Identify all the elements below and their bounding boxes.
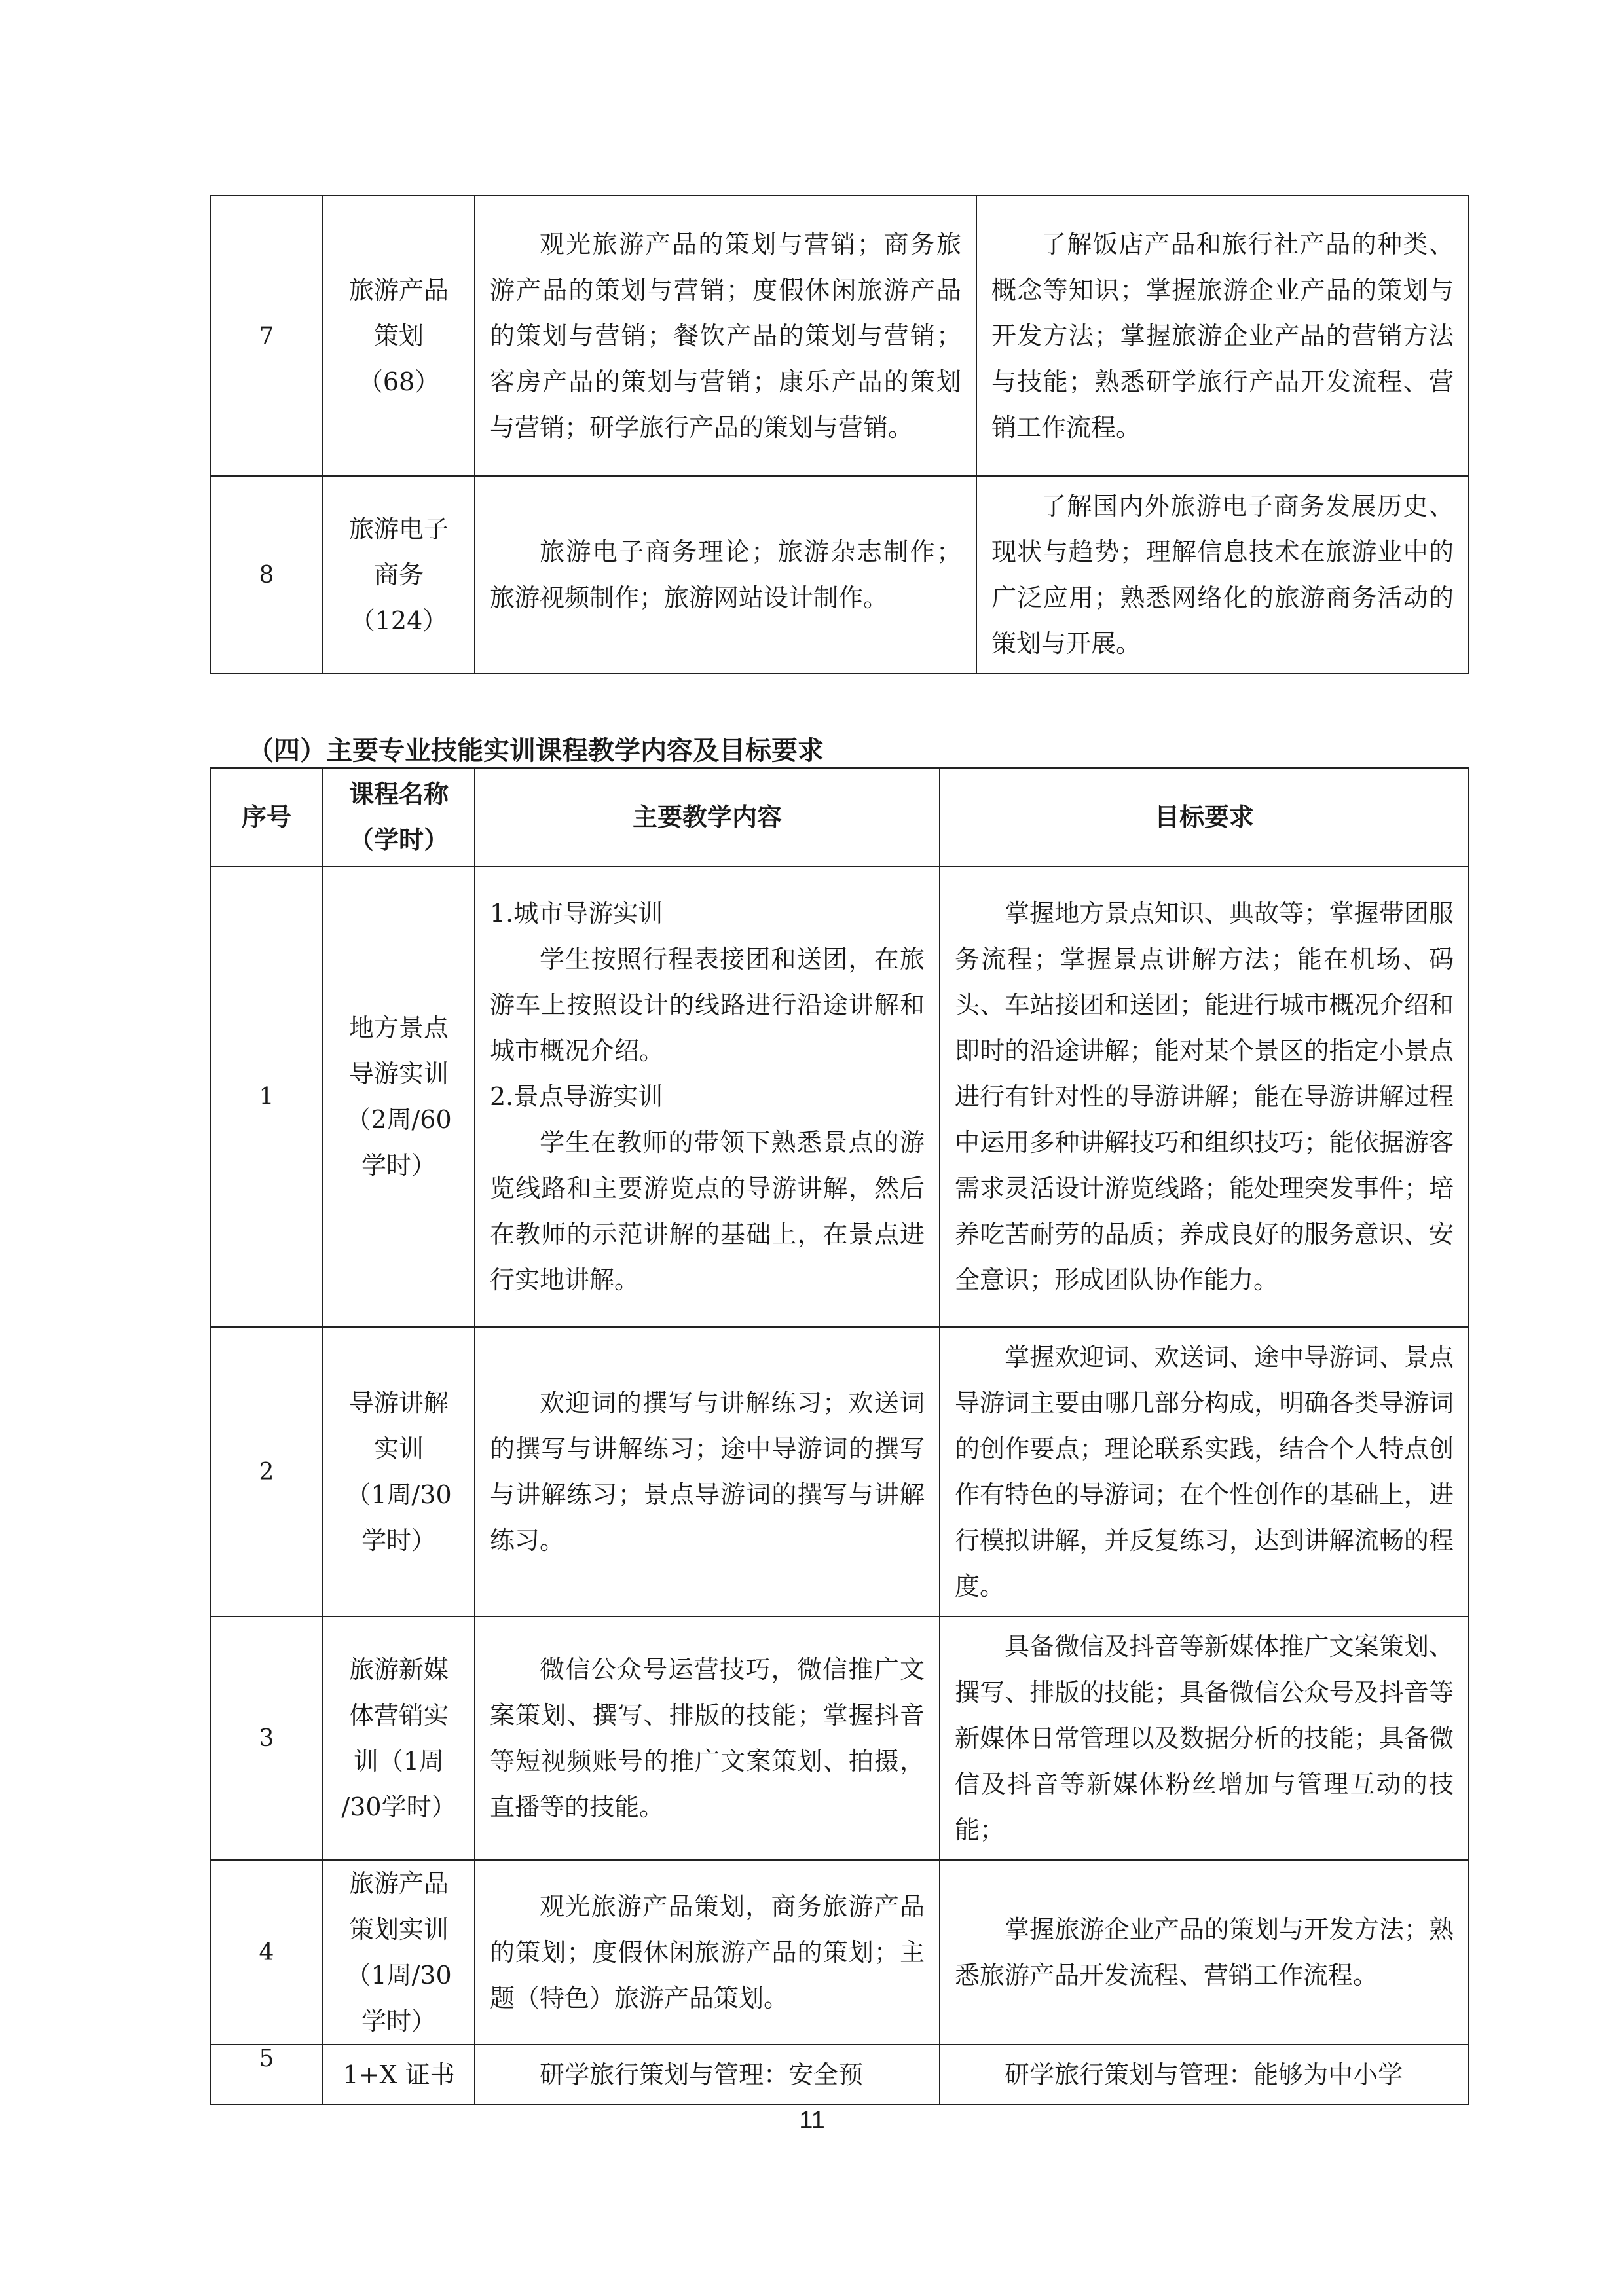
- course-name-line: （2周/60: [346, 1105, 452, 1134]
- header-name-line: 课程名称: [348, 780, 449, 809]
- course-name-line: 商务: [373, 560, 424, 589]
- cell-number: 1: [210, 866, 323, 1327]
- cell-target-requirements: [976, 196, 1469, 476]
- course-name-line: （1周/30: [346, 1480, 452, 1509]
- course-name-line: 旅游产品: [348, 276, 449, 304]
- course-name-line: 导游实训: [348, 1059, 449, 1088]
- cell-target-requirements: [940, 1616, 1469, 1860]
- paragraph: 欢迎词的撰写与讲解练习；欢送词的撰写与讲解练习；途中导游词的撰写与讲解练习；景点导游词的撰写与讲解练习。: [490, 1389, 925, 1555]
- course-name-line: （68）: [358, 367, 440, 396]
- paragraph: 学生按照行程表接团和送团，在旅游车上按照设计的线路进行沿途讲解和城市概况介绍。: [490, 945, 925, 1065]
- cell-course-name: [323, 1616, 475, 1860]
- table-row: [210, 866, 1469, 1327]
- training-course-table: [210, 767, 1469, 2105]
- paragraph: 旅游电子商务理论；旅游杂志制作；旅游视频制作；旅游网站设计制作。: [490, 538, 961, 612]
- paragraph: 掌握旅游企业产品的策划与开发方法；熟悉旅游产品开发流程、营销工作流程。: [955, 1915, 1454, 1990]
- cell-number: 4: [210, 1860, 323, 2045]
- cell-target-requirements: [940, 1327, 1469, 1616]
- paragraph: 学生在教师的带领下熟悉景点的游览线路和主要游览点的导游讲解，然后在教师的示范讲解的基础上，在景点进行实地讲解。: [490, 1128, 925, 1294]
- cell-number: 5: [210, 2045, 323, 2105]
- course-name-line: 旅游新媒: [348, 1655, 449, 1684]
- section-heading: （四）主要专业技能实训课程教学内容及目标要求: [248, 736, 824, 766]
- paragraph: 了解饭店产品和旅行社产品的种类、概念等知识；掌握旅游企业产品的策划与开发方法；掌握旅游企业产品的营销方法与技能；熟悉研学旅行产品开发流程、营销工作流程。: [991, 230, 1454, 442]
- course-name-line: 旅游电子: [348, 515, 449, 543]
- paragraph: 研学旅行策划与管理：能够为中小学: [1005, 2060, 1403, 2089]
- course-name-line: 地方景点: [348, 1013, 449, 1042]
- cell-number: 8: [210, 476, 323, 674]
- cell-course-name: [323, 1860, 475, 2045]
- cell-course-name: [323, 196, 475, 476]
- course-name-line: 策划: [373, 321, 424, 350]
- header-content: 主要教学内容: [475, 768, 940, 866]
- cell-number: 3: [210, 1616, 323, 1860]
- cell-course-name: [323, 2045, 475, 2105]
- course-name-line: 学时）: [361, 2007, 436, 2035]
- paragraph: 具备微信及抖音等新媒体推广文案策划、撰写、排版的技能；具备微信公众号及抖音等新媒体日常管理以及数据分析的技能；具备微信及抖音等新媒体粉丝增加与管理互动的技能；: [955, 1632, 1454, 1844]
- course-name-line: 体营销实: [348, 1701, 449, 1730]
- paragraph: 观光旅游产品的策划与营销；商务旅游产品的策划与营销；度假休闲旅游产品的策划与营销；餐饮产品的策划与营销；客房产品的策划与营销；康乐产品的策划与营销；研学旅行产品的策划与营销。: [490, 230, 961, 442]
- table-row: [210, 2045, 1469, 2105]
- cell-target-requirements: [976, 476, 1469, 674]
- table-row: [210, 1616, 1469, 1860]
- cell-target-requirements: [940, 2045, 1469, 2105]
- cell-course-name: [323, 866, 475, 1327]
- cell-teaching-content: [475, 1860, 940, 2045]
- paragraph: 观光旅游产品策划，商务旅游产品的策划；度假休闲旅游产品的策划；主题（特色）旅游产品策划。: [490, 1892, 925, 2013]
- paragraph: 1.城市导游实训: [490, 899, 663, 928]
- course-name-line: 策划实训: [348, 1915, 449, 1944]
- paragraph: 掌握欢迎词、欢送词、途中导游词、景点导游词主要由哪几部分构成，明确各类导游词的创作要点；理论联系实践，结合个人特点创作有特色的导游词；在个性创作的基础上，进行模拟讲解，并反复练习，达到讲解流畅的程度。: [955, 1343, 1454, 1601]
- table-row: [210, 476, 1469, 674]
- cell-course-name: [323, 1327, 475, 1616]
- table-row: [210, 196, 1469, 476]
- cell-teaching-content: [475, 196, 976, 476]
- cell-number: 7: [210, 196, 323, 476]
- header-goal: 目标要求: [940, 768, 1469, 866]
- course-name-line: （1周/30: [346, 1961, 452, 1990]
- course-name-line: 实训: [373, 1434, 424, 1463]
- header-no: 序号: [210, 768, 323, 866]
- course-name-line: （124）: [350, 606, 448, 635]
- cell-course-name: [323, 476, 475, 674]
- course-name-line: 1+X 证书: [342, 2060, 455, 2089]
- cell-teaching-content: [475, 1327, 940, 1616]
- course-name-line: /30学时）: [341, 1793, 456, 1821]
- course-name-line: 学时）: [361, 1151, 436, 1180]
- cell-number: 2: [210, 1327, 323, 1616]
- paragraph: 掌握地方景点知识、典故等；掌握带团服务流程；掌握景点讲解方法；能在机场、码头、车站接团和送团；能进行城市概况介绍和即时的沿途讲解；能对某个景区的指定小景点进行有针对性的导游讲解；能在导游讲解过程中运用多种讲解技巧和组织技巧；能依据游客需求灵活设计游览线路；能处理突发事件；培养吃苦耐劳的品质；养成良好的服务意识、安全意识；形成团队协作能力。: [955, 899, 1454, 1294]
- table-header-row: [210, 768, 1469, 866]
- table-row: [210, 1327, 1469, 1616]
- paragraph: 微信公众号运营技巧，微信推广文案策划、撰写、排版的技能；掌握抖音等短视频账号的推广文案策划、拍摄，直播等的技能。: [490, 1655, 925, 1821]
- course-name-line: 旅游产品: [348, 1869, 449, 1898]
- paragraph: 研学旅行策划与管理：安全预: [540, 2060, 864, 2089]
- cell-target-requirements: [940, 1860, 1469, 2045]
- header-name: [323, 768, 475, 866]
- page-number: 11: [799, 2107, 825, 2134]
- course-name-line: 学时）: [361, 1526, 436, 1555]
- cell-teaching-content: [475, 2045, 940, 2105]
- header-name-line: （学时）: [348, 826, 449, 854]
- cell-teaching-content: [475, 866, 940, 1327]
- table-row: [210, 1860, 1469, 2045]
- paragraph: 了解国内外旅游电子商务发展历史、现状与趋势；理解信息技术在旅游业中的广泛应用；熟悉网络化的旅游商务活动的策划与开展。: [991, 492, 1454, 658]
- course-name-line: 导游讲解: [348, 1389, 449, 1417]
- course-table-continued: [210, 195, 1469, 674]
- cell-teaching-content: [475, 476, 976, 674]
- course-name-line: 训（1周: [353, 1747, 445, 1776]
- cell-target-requirements: [940, 866, 1469, 1327]
- cell-teaching-content: [475, 1616, 940, 1860]
- paragraph: 2.景点导游实训: [490, 1082, 663, 1111]
